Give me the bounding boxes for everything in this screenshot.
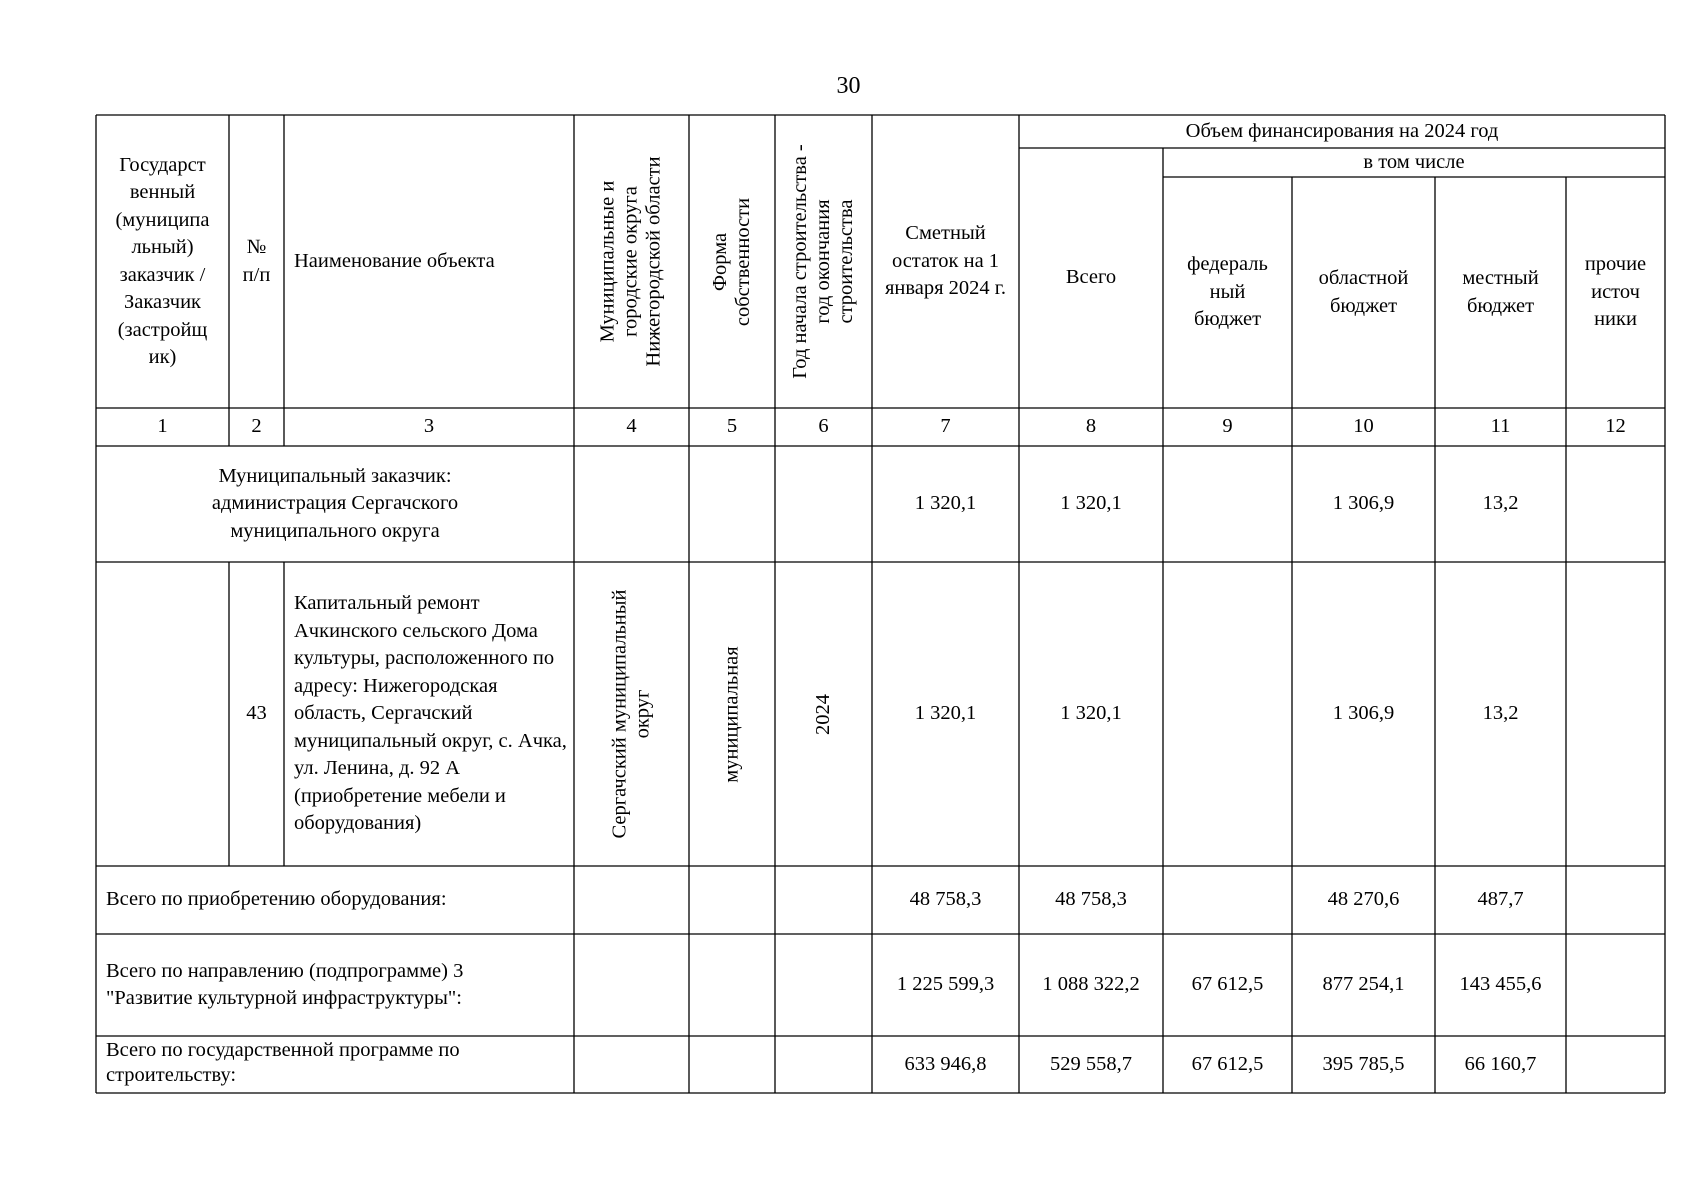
total-direction-other xyxy=(1566,934,1665,1036)
total-equipment-other xyxy=(1566,866,1665,934)
header-financing-2024: Объем финансирования на 2024 год xyxy=(1185,119,1499,142)
column-number-3: 3 xyxy=(423,415,435,438)
header-municipalities-line-1: Муниципальные и xyxy=(597,180,619,343)
object-row-local: 13,2 xyxy=(1482,702,1519,725)
total-program-total: 529 558,7 xyxy=(1050,1052,1132,1075)
total-program-estimated: 633 946,8 xyxy=(904,1052,987,1075)
object-row-regional: 1 306,9 xyxy=(1332,702,1395,725)
total-direction-local: 143 455,6 xyxy=(1459,973,1542,996)
total-equipment-estimated: 48 758,3 xyxy=(909,888,982,911)
header-years-line-1: Год начала строительства - xyxy=(789,144,811,379)
column-number-11: 11 xyxy=(1490,415,1511,438)
header-years xyxy=(775,115,872,408)
total-direction-label: Всего по направлению (подпрограмме) 3 "Развитие культурной инфраструктуры": xyxy=(106,959,464,1009)
object-row-municipality-line-1: Сергачский муниципальный xyxy=(608,589,631,839)
column-number-9: 9 xyxy=(1222,415,1233,438)
object-row-municipality-line-2: округ xyxy=(631,689,654,739)
header-including: в том числе xyxy=(1363,150,1465,173)
header-municipalities-line-3: Нижегородской области xyxy=(643,156,665,367)
customer-row-label: Муниципальный заказчик: администрация Сергачского муниципального округа xyxy=(211,464,459,542)
header-local: местный бюджет xyxy=(1462,267,1539,317)
column-number-12: 12 xyxy=(1605,415,1626,438)
object-row-year-text: 2024 xyxy=(812,693,834,735)
total-equipment-federal xyxy=(1163,866,1292,934)
customer-row-total: 1 320,1 xyxy=(1060,492,1122,515)
header-total: Всего xyxy=(1065,266,1117,289)
total-equipment-local: 487,7 xyxy=(1477,888,1524,911)
customer-row-federal xyxy=(1163,446,1292,562)
object-row-year xyxy=(775,562,872,866)
header-years-line-3: строительства xyxy=(835,199,857,324)
header-ownership-line-1: Форма xyxy=(709,232,732,291)
object-row-ownership-text: муниципальная xyxy=(720,645,743,783)
header-estimated-balance: Сметный остаток на 1 января 2024 г. xyxy=(884,222,1007,300)
header-number: № п/п xyxy=(242,236,271,286)
object-row-federal xyxy=(1163,562,1292,866)
total-direction-regional: 877 254,1 xyxy=(1322,973,1405,996)
object-row-total: 1 320,1 xyxy=(1060,702,1122,725)
object-row-estimated: 1 320,1 xyxy=(914,702,977,725)
column-number-2: 2 xyxy=(251,415,262,438)
object-row-other xyxy=(1566,562,1665,866)
total-program-federal: 67 612,5 xyxy=(1191,1052,1264,1075)
object-row-municipality xyxy=(574,562,689,866)
header-years-line-2: год окончания xyxy=(812,199,834,324)
total-program-regional: 395 785,5 xyxy=(1322,1052,1405,1075)
column-number-1: 1 xyxy=(157,415,168,438)
header-ownership xyxy=(689,115,775,408)
header-municipalities-line-2: городские округа xyxy=(620,186,642,337)
total-program-other xyxy=(1566,1036,1665,1093)
customer-row-other xyxy=(1566,446,1665,562)
object-row-ownership xyxy=(689,562,775,866)
header-customer: Государст венный (муниципа льный) заказчик / Заказчик (застройщ ик) xyxy=(115,153,210,368)
page-number: 30 xyxy=(836,73,861,99)
total-equipment-label: Всего по приобретению оборудования: xyxy=(106,888,447,911)
total-equipment-regional: 48 270,6 xyxy=(1327,888,1400,911)
header-object-name: Наименование объекта xyxy=(294,249,495,272)
customer-row-local: 13,2 xyxy=(1482,492,1519,515)
object-row-name: Капитальный ремонт Ачкинского сельского Дома культуры, расположенного по адресу: Нижегородская область, Сергачский муниципальный округ, с. Ачка, ул. Ленина, д. 92 А (приобретение мебели и оборудования) xyxy=(294,592,567,835)
header-other: прочие источ ники xyxy=(1584,253,1647,331)
column-number-6: 6 xyxy=(818,415,829,438)
column-number-5: 5 xyxy=(726,415,738,438)
total-program-label: Всего по государственной программе по строительству: xyxy=(106,1039,460,1086)
header-federal: федераль ный бюджет xyxy=(1187,253,1268,331)
header-regional: областной бюджет xyxy=(1318,267,1409,317)
column-number-4: 4 xyxy=(626,415,637,438)
header-municipalities xyxy=(574,115,689,408)
column-number-10: 10 xyxy=(1353,415,1374,438)
customer-row-estimated: 1 320,1 xyxy=(914,492,977,515)
customer-row-regional: 1 306,9 xyxy=(1332,492,1395,515)
column-number-7: 7 xyxy=(940,415,951,438)
total-equipment-total: 48 758,3 xyxy=(1055,888,1127,911)
total-direction-total: 1 088 322,2 xyxy=(1042,973,1140,996)
column-number-8: 8 xyxy=(1085,415,1097,438)
header-ownership-line-2: собственности xyxy=(732,197,755,326)
total-direction-estimated: 1 225 599,3 xyxy=(896,973,995,996)
object-row-number: 43 xyxy=(246,702,267,725)
total-direction-federal: 67 612,5 xyxy=(1191,973,1264,996)
total-program-local: 66 160,7 xyxy=(1464,1052,1537,1075)
